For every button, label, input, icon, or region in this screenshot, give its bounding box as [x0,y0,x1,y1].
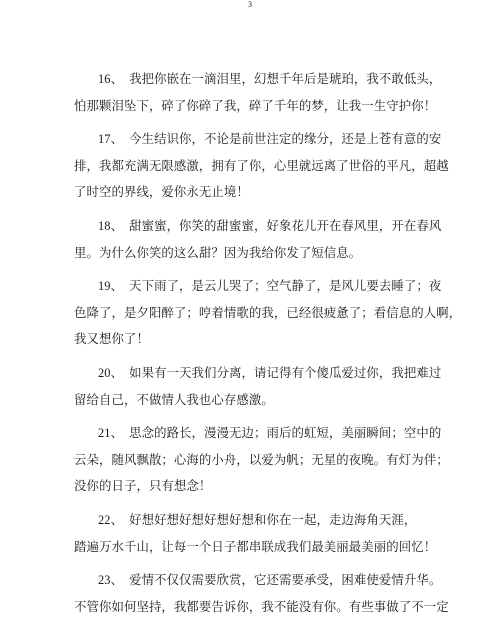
paragraph-number: 20、 [98,365,124,380]
paragraph-text: 今生结识你，不论是前世注定的缘分，还是上苍有意的安 [129,131,442,147]
paragraph-line [74,66,442,93]
paragraph [74,273,462,353]
paragraph-line [74,213,442,240]
paragraph-text: 好想好想好想好想好想和你在一起，走边海角天涯， [129,511,417,527]
paragraph-line: 里。为什么你笑的这么甜？因为我给你发了短信息。 [74,244,362,260]
paragraph-text: 如果有一天我们分离，请记得有个傻瓜爱过你，我把难过 [129,364,442,380]
paragraph-number: 21、 [98,426,124,441]
paragraph [74,66,442,119]
paragraph-line: 没你的日子，只有想念！ [74,478,212,494]
paragraph-line: 云朵，随风飘散；心海的小舟，以爱为帆；无星的夜晚。有灯为伴； [74,451,449,467]
paragraph-number: 17、 [98,132,124,147]
paragraph-text: 甜蜜蜜，你笑的甜蜜蜜，好象花儿开在春风里，开在春风 [129,217,442,233]
paragraph-line: 不管你如何坚持，我都要告诉你，我不能没有你。有些事做了不一定 [74,598,449,614]
paragraph-line: 留给自己，不做情人我也心存感激。 [74,391,274,407]
paragraph-line: 排，我都充满无限感激，拥有了你，心里就远离了世俗的平凡，超越 [74,157,449,173]
paragraph-text: 思念的路长，漫漫无边；雨后的虹短，美丽瞬间；空中的 [129,425,442,441]
paragraph [74,507,437,560]
paragraph-line: 我又想你了！ [74,331,149,347]
paragraph-number: 19、 [98,279,124,294]
paragraph-line: 踏遍万水千山，让每一个日子都串联成我们最美丽最美丽的回忆！ [74,538,437,554]
paragraph-number: 18、 [98,218,124,233]
paragraph [74,360,442,413]
paragraph-text: 我把你嵌在一滴泪里，幻想千年后是琥珀，我不敢低头， [129,71,442,86]
paragraph-line [74,567,442,594]
page-number: 3 [248,0,252,9]
paragraph-line: 色降了，是夕阳醉了；哼着情歌的我，已经很疲惫了；看信息的人啊， [74,304,462,320]
paragraph-line [74,420,442,447]
paragraph-number: 23、 [98,573,124,588]
paragraph-text: 天下雨了，是云儿哭了；空气静了，是风儿要去睡了；夜 [129,278,442,294]
paragraph-line: 怕那颗泪坠下，碎了你碎了我，碎了千年的梦，让我一生守护你！ [74,97,437,113]
paragraph [74,126,449,206]
paragraph [74,213,442,266]
paragraph-line [74,273,442,300]
paragraph-text: 爱情不仅仅需要欣赏，它还需要承受，困难使爱情升华。 [129,572,442,588]
paragraph-number: 22、 [98,512,124,527]
paragraph [74,567,449,620]
paragraph-number: 16、 [98,72,124,86]
paragraph-line [74,360,442,387]
paragraph-line [74,126,442,153]
paragraph-line: 了时空的界线，爱你永无止境！ [74,184,249,200]
paragraph-line [74,507,432,534]
paragraph [74,420,449,500]
document-body [74,66,462,627]
